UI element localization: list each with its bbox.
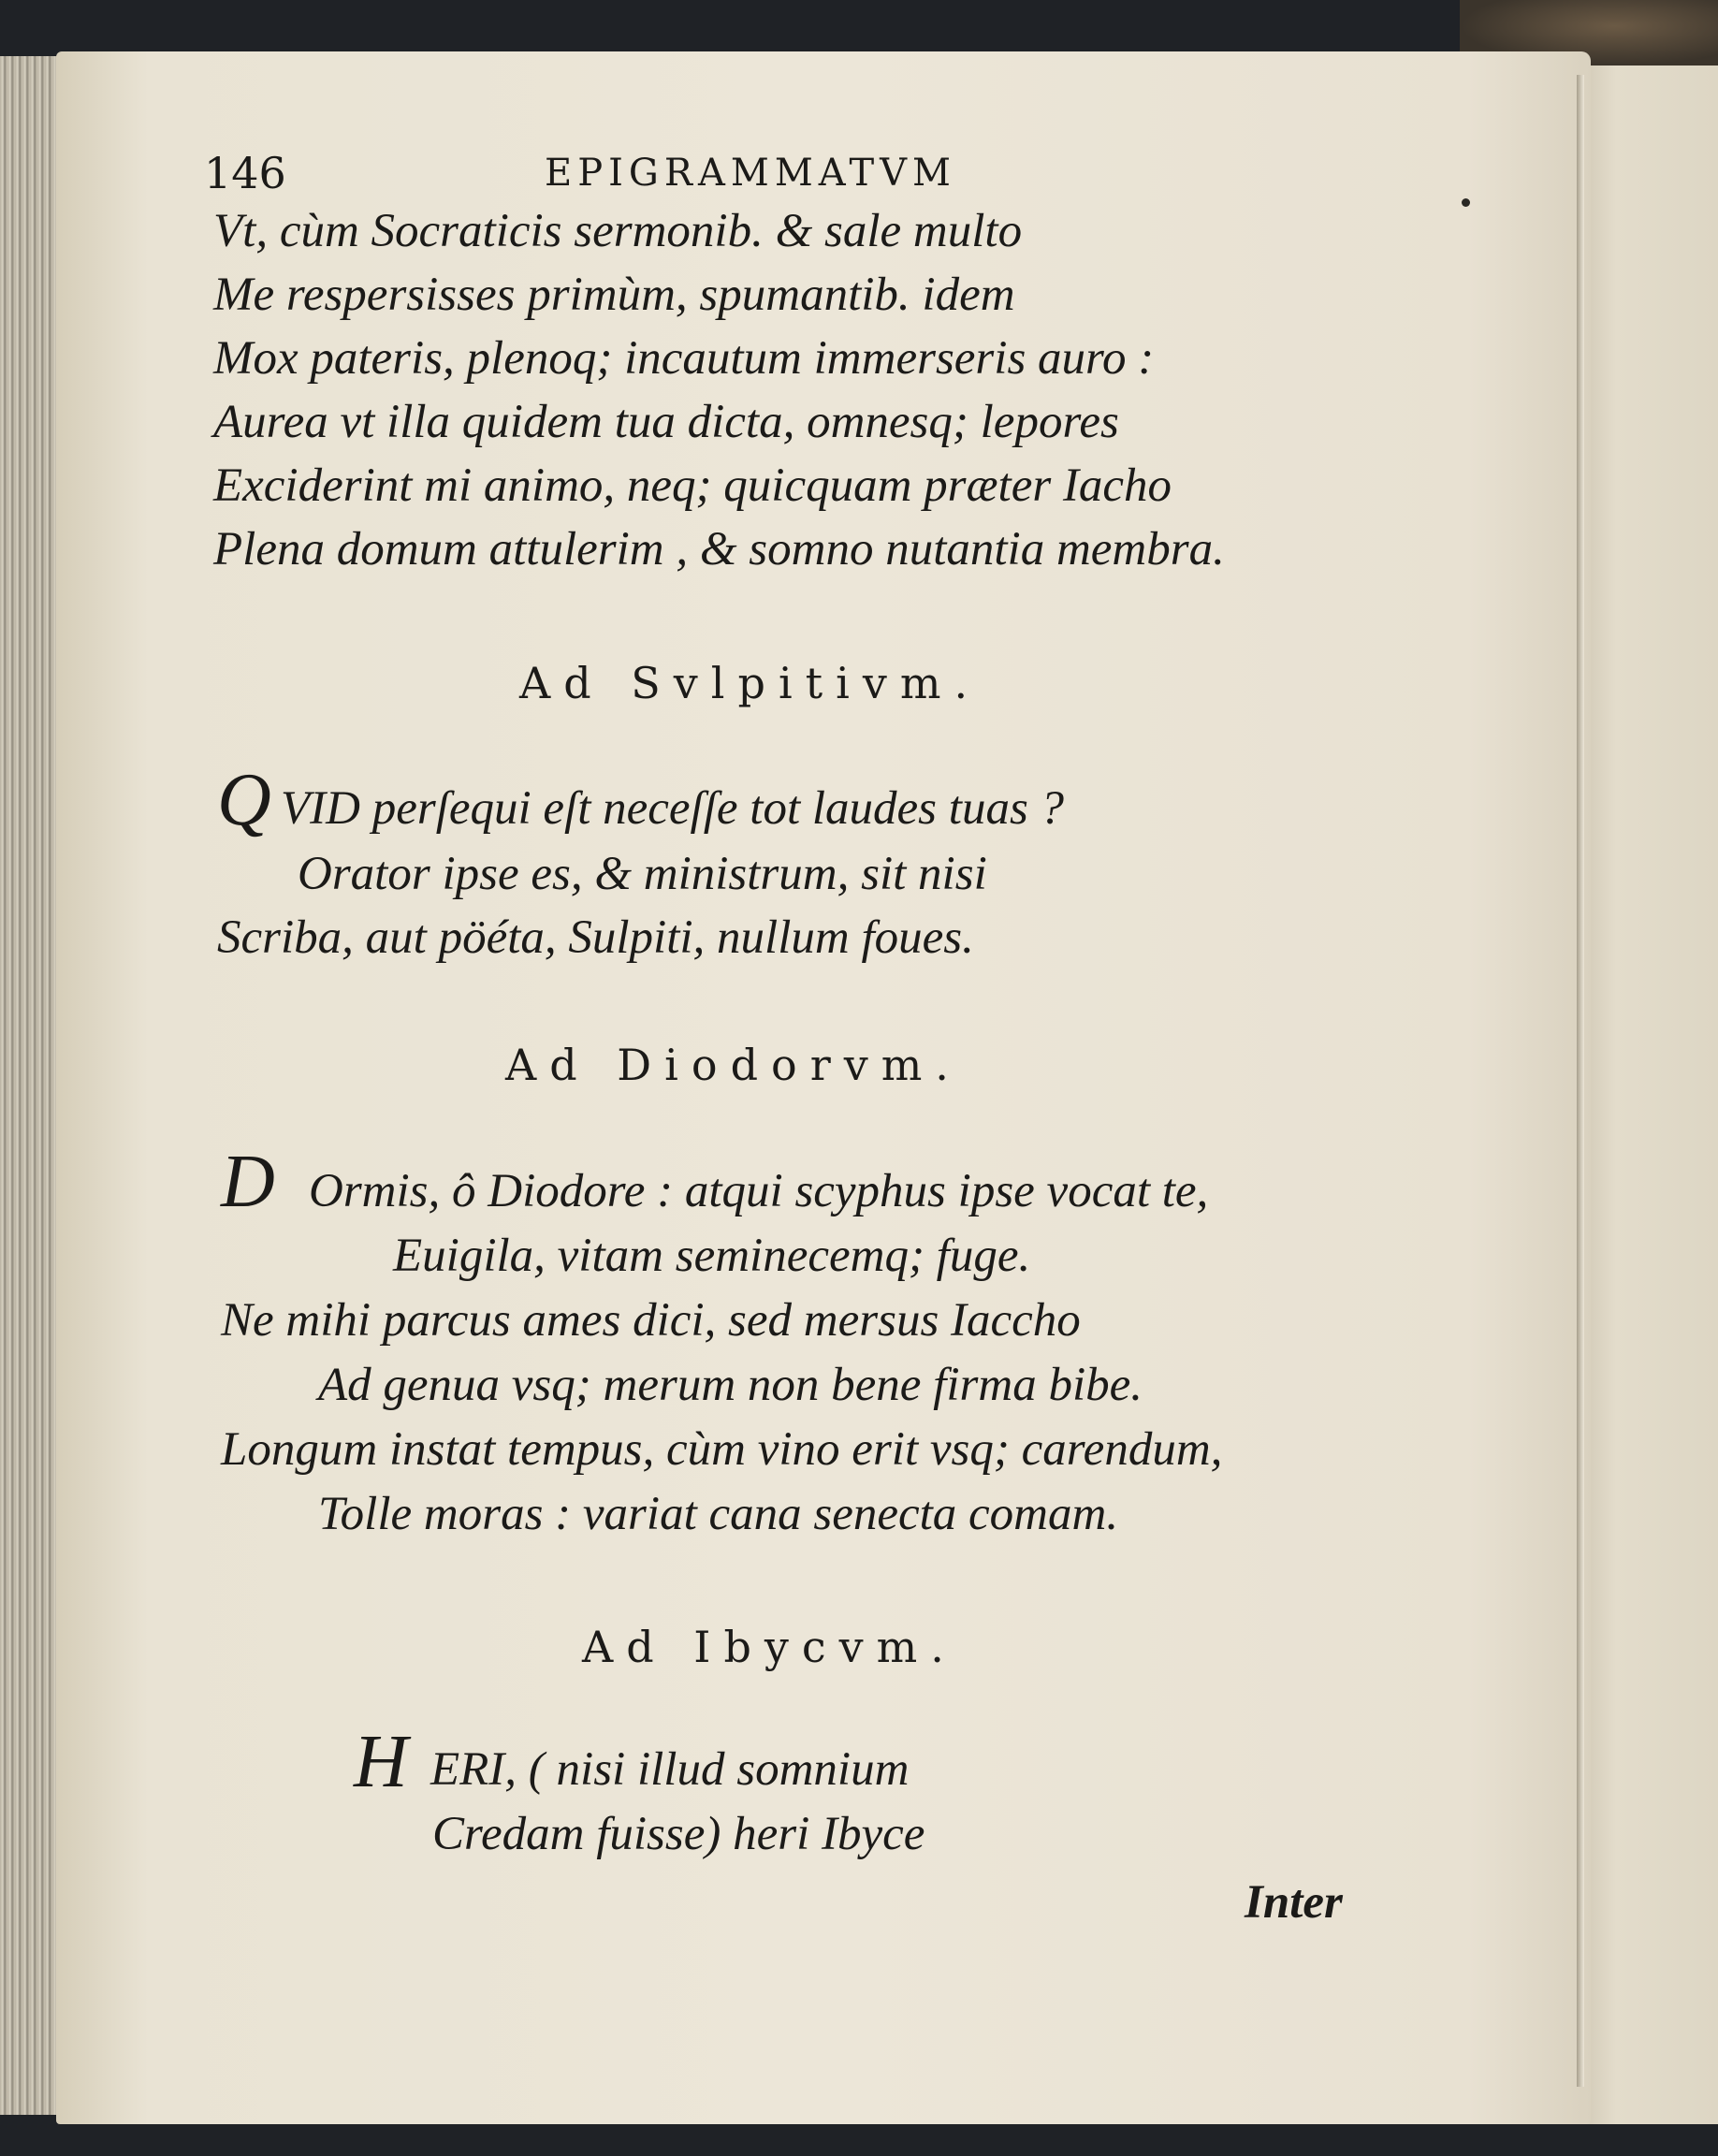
verse-line: Ad genua vsq; merum non bene firma bibe.	[318, 1359, 1143, 1411]
facing-page-gutter	[1572, 66, 1718, 2124]
verse-line: Credam fuisse) heri Ibyce	[432, 1808, 925, 1860]
page-fold	[1577, 75, 1584, 2087]
verse-line: Scriba, aut pöéta, Sulpiti, nullum foues.	[217, 911, 974, 964]
verse-line: Ne mihi parcus ames dici, sed mersus Iaccho	[221, 1294, 1081, 1347]
verse-line: Ormis, ô Diodore : atqui scyphus ipse vocat te,	[309, 1165, 1209, 1217]
verse-line: Plena domum attulerim , & somno nutantia membra.	[213, 523, 1225, 575]
verse-line: ERI, ( nisi illud somnium	[430, 1743, 910, 1796]
verse-line: Aurea vt illa quidem tua dicta, omnesq; lepores	[213, 396, 1119, 448]
catchword: Inter	[1245, 1876, 1343, 1929]
verse-line: Tolle moras : variat cana senecta comam.	[318, 1488, 1119, 1540]
verse-line: Vt, cùm Socraticis sermonib. & sale multo	[213, 205, 1023, 257]
poem-heading: Ad Ibycvm.	[582, 1622, 957, 1672]
initial-letter: Q	[217, 759, 271, 841]
verse-line: Me respersisses primùm, spumantib. idem	[213, 269, 1015, 321]
initial-letter: H	[354, 1721, 408, 1803]
page-number: 146	[204, 148, 286, 198]
ink-speck	[1462, 198, 1470, 207]
running-title: EPIGRAMMATVM	[545, 152, 957, 195]
verse-line: Euigila, vitam seminecemq; fuge.	[393, 1230, 1031, 1282]
verse-line: VID perſequi eſt neceſſe tot laudes tuas ?	[281, 782, 1065, 835]
verse-line: Longum instat tempus, cùm vino erit vsq; carendum,	[221, 1423, 1223, 1476]
verse-line: Orator ipse es, & ministrum, sit nisi	[298, 848, 987, 900]
verse-line: Exciderint mi animo, neq; quicquam præter Iacho	[213, 459, 1172, 512]
poem-heading: Ad Diodorvm.	[505, 1040, 962, 1090]
initial-letter: D	[221, 1141, 275, 1223]
verse-line: Mox pateris, plenoq; incautum immerseris auro :	[213, 332, 1155, 385]
poem-heading: Ad Svlpitivm.	[519, 658, 982, 708]
